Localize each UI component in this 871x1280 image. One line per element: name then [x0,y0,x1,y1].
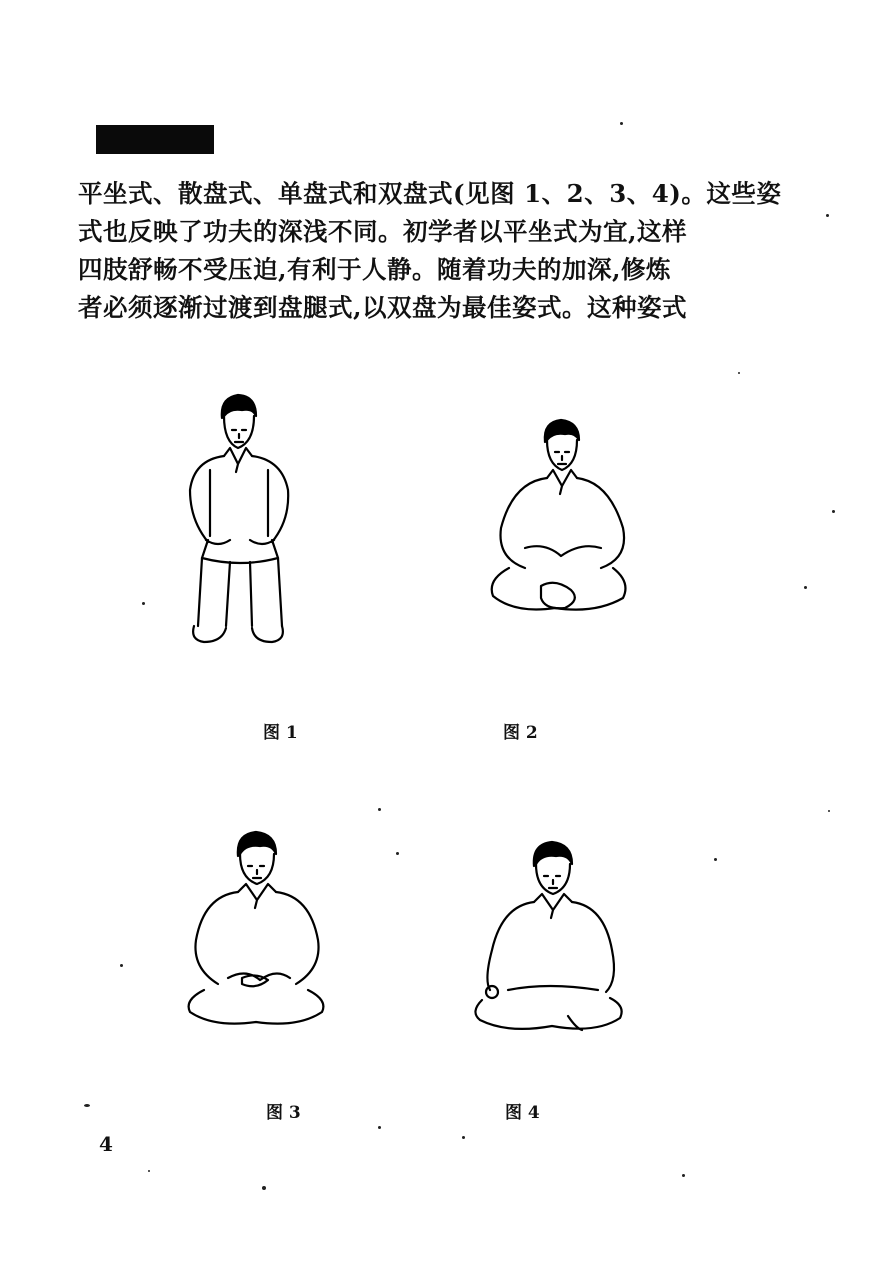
scan-speck [396,852,399,855]
scan-speck [714,858,717,861]
figure-2-caption: 图 2 [503,723,538,743]
scan-speck [804,586,807,589]
page-number: 4 [99,1132,113,1156]
scan-speck [378,808,381,811]
figure-2-illustration [485,418,635,623]
scan-speck [120,964,123,967]
scan-speck [738,372,740,374]
scan-speck [620,122,623,125]
scan-speck [142,602,145,605]
scan-speck [262,1186,266,1190]
figure-3-illustration [180,828,330,1033]
redacted-heading-bar [96,125,214,154]
scan-speck [832,510,835,513]
scan-speck [84,1104,90,1107]
figure-4-illustration [468,840,628,1035]
scan-speck [682,1174,685,1177]
scan-speck [826,214,829,217]
scan-speck [378,1126,381,1129]
figure-1-illustration [180,390,300,650]
figure-4-caption: 图 4 [505,1103,540,1123]
text-line: 平坐式、散盘式、单盘式和双盘式(见图 1、2、3、4)。这些姿 [78,179,782,208]
text-line: 者必须逐渐过渡到盘腿式,以双盘为最佳姿式。这种姿式 [78,293,688,322]
text-line: 式也反映了功夫的深浅不同。初学者以平坐式为宜,这样 [78,217,688,246]
scan-speck [828,810,830,812]
scan-speck [148,1170,150,1172]
figure-3-caption: 图 3 [266,1103,301,1123]
text-line: 四肢舒畅不受压迫,有利于人静。随着功夫的加深,修炼 [78,255,672,284]
figure-1-caption: 图 1 [263,723,298,743]
scan-speck [462,1136,465,1139]
body-paragraph [78,175,782,327]
